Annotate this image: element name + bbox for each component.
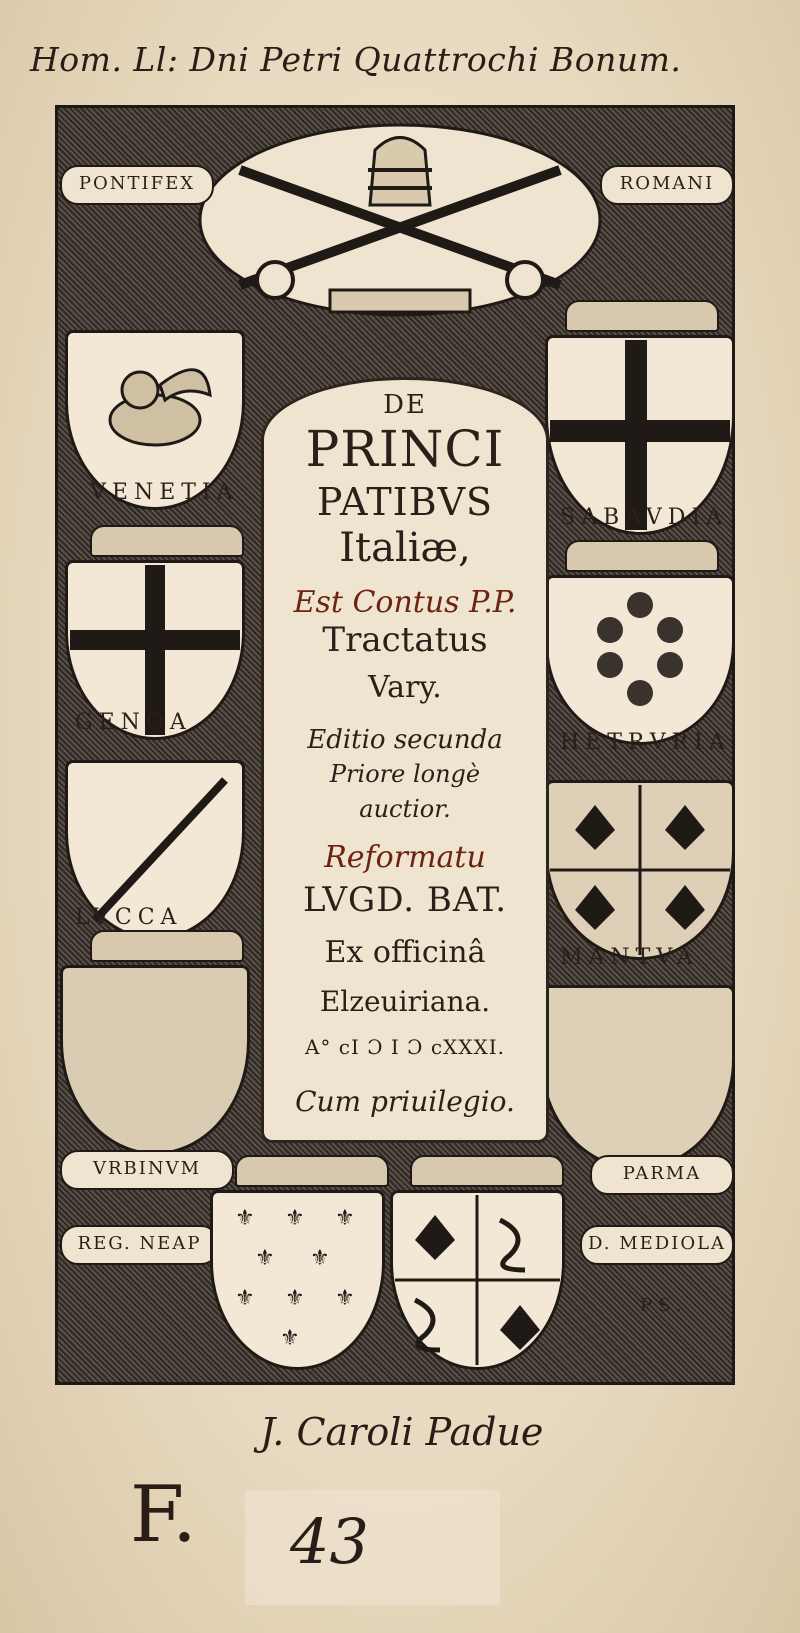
eagles-icon [545, 780, 735, 960]
title-line-italiae: Italiæ, [339, 525, 471, 571]
svg-text:⚜: ⚜ [310, 1246, 330, 1271]
owner-inscription-bottom: J. Caroli Padue [260, 1410, 544, 1454]
crown-naples [235, 1155, 389, 1187]
edition-line-3: auctior. [359, 795, 451, 823]
label-sabaudia: SABAVDIA [560, 505, 729, 530]
shelfmark-letter: F. [130, 1470, 197, 1560]
imprint-publisher: Elzeuiriana. [319, 985, 491, 1018]
banner-d-mediolani: D. MEDIOLA [580, 1225, 734, 1265]
label-mantua: MANTVA [560, 945, 699, 970]
edition-line-2: Priore longè [329, 760, 481, 788]
privilege-line: Cum priuilegio. [295, 1085, 515, 1118]
label-hetruria: HETRVRIA [560, 730, 731, 755]
crown-sabaudia [565, 300, 719, 332]
label-genoa: GENOA [75, 710, 192, 735]
label-lucca: LVCCA [75, 905, 183, 930]
crown-urbinum [90, 930, 244, 962]
svg-text:⚜: ⚜ [235, 1286, 255, 1311]
savoy-cross-horizontal [550, 420, 730, 442]
edition-line-1: Editio secunda [307, 725, 503, 755]
banner-urbinum: VRBINVM [60, 1150, 234, 1190]
shelfmark-number: 43 [290, 1505, 369, 1578]
title-line-vary: Vary. [368, 670, 442, 705]
imprint-date: A° cI Ɔ I Ɔ cXXXI. [304, 1035, 505, 1059]
winged-lion-icon [85, 350, 225, 460]
milan-quartered-icon [390, 1190, 565, 1370]
shelf-label-slip [245, 1490, 500, 1605]
svg-text:⚜: ⚜ [335, 1206, 355, 1231]
title-line-de: DE [383, 390, 427, 420]
svg-text:⚜: ⚜ [285, 1206, 305, 1231]
crown-genoa [90, 525, 244, 557]
label-venetia: VENETIA [90, 480, 239, 505]
banner-pontifex: PONTIFEX [60, 165, 214, 205]
papal-keys-tiara-icon [180, 110, 620, 330]
manuscript-annotation-2: Reformatu [324, 840, 486, 875]
imprint-place: LVGD. BAT. [302, 880, 508, 920]
title-line-princi: PRINCI [305, 420, 505, 478]
svg-text:⚜: ⚜ [235, 1206, 255, 1231]
banner-romani: ROMANI [600, 165, 734, 205]
title-line-patibus: PATIBVS [316, 480, 494, 524]
svg-text:⚜: ⚜ [280, 1326, 300, 1351]
title-line-tractatus: Tractatus [322, 620, 488, 660]
svg-text:⚜: ⚜ [335, 1286, 355, 1311]
crown-hetruria [565, 540, 719, 572]
svg-text:⚜: ⚜ [285, 1286, 305, 1311]
crown-milan [410, 1155, 564, 1187]
banner-parma: PARMA [590, 1155, 734, 1195]
medici-balls-icon [545, 575, 735, 745]
imprint-line-1: Ex officinâ [324, 935, 486, 970]
label-ps: PS. [640, 1295, 688, 1316]
manuscript-annotation-1: Est Contus P.P. [293, 585, 517, 620]
owner-inscription-top: Hom. Ll: Dni Petri Quattrochi Bonum. [30, 40, 682, 79]
banner-reg-neap: REG. NEAP [60, 1225, 219, 1265]
fleur-de-lis-pattern-icon [210, 1190, 385, 1370]
genoa-cross-horizontal [70, 630, 240, 650]
svg-text:⚜: ⚜ [255, 1246, 275, 1271]
